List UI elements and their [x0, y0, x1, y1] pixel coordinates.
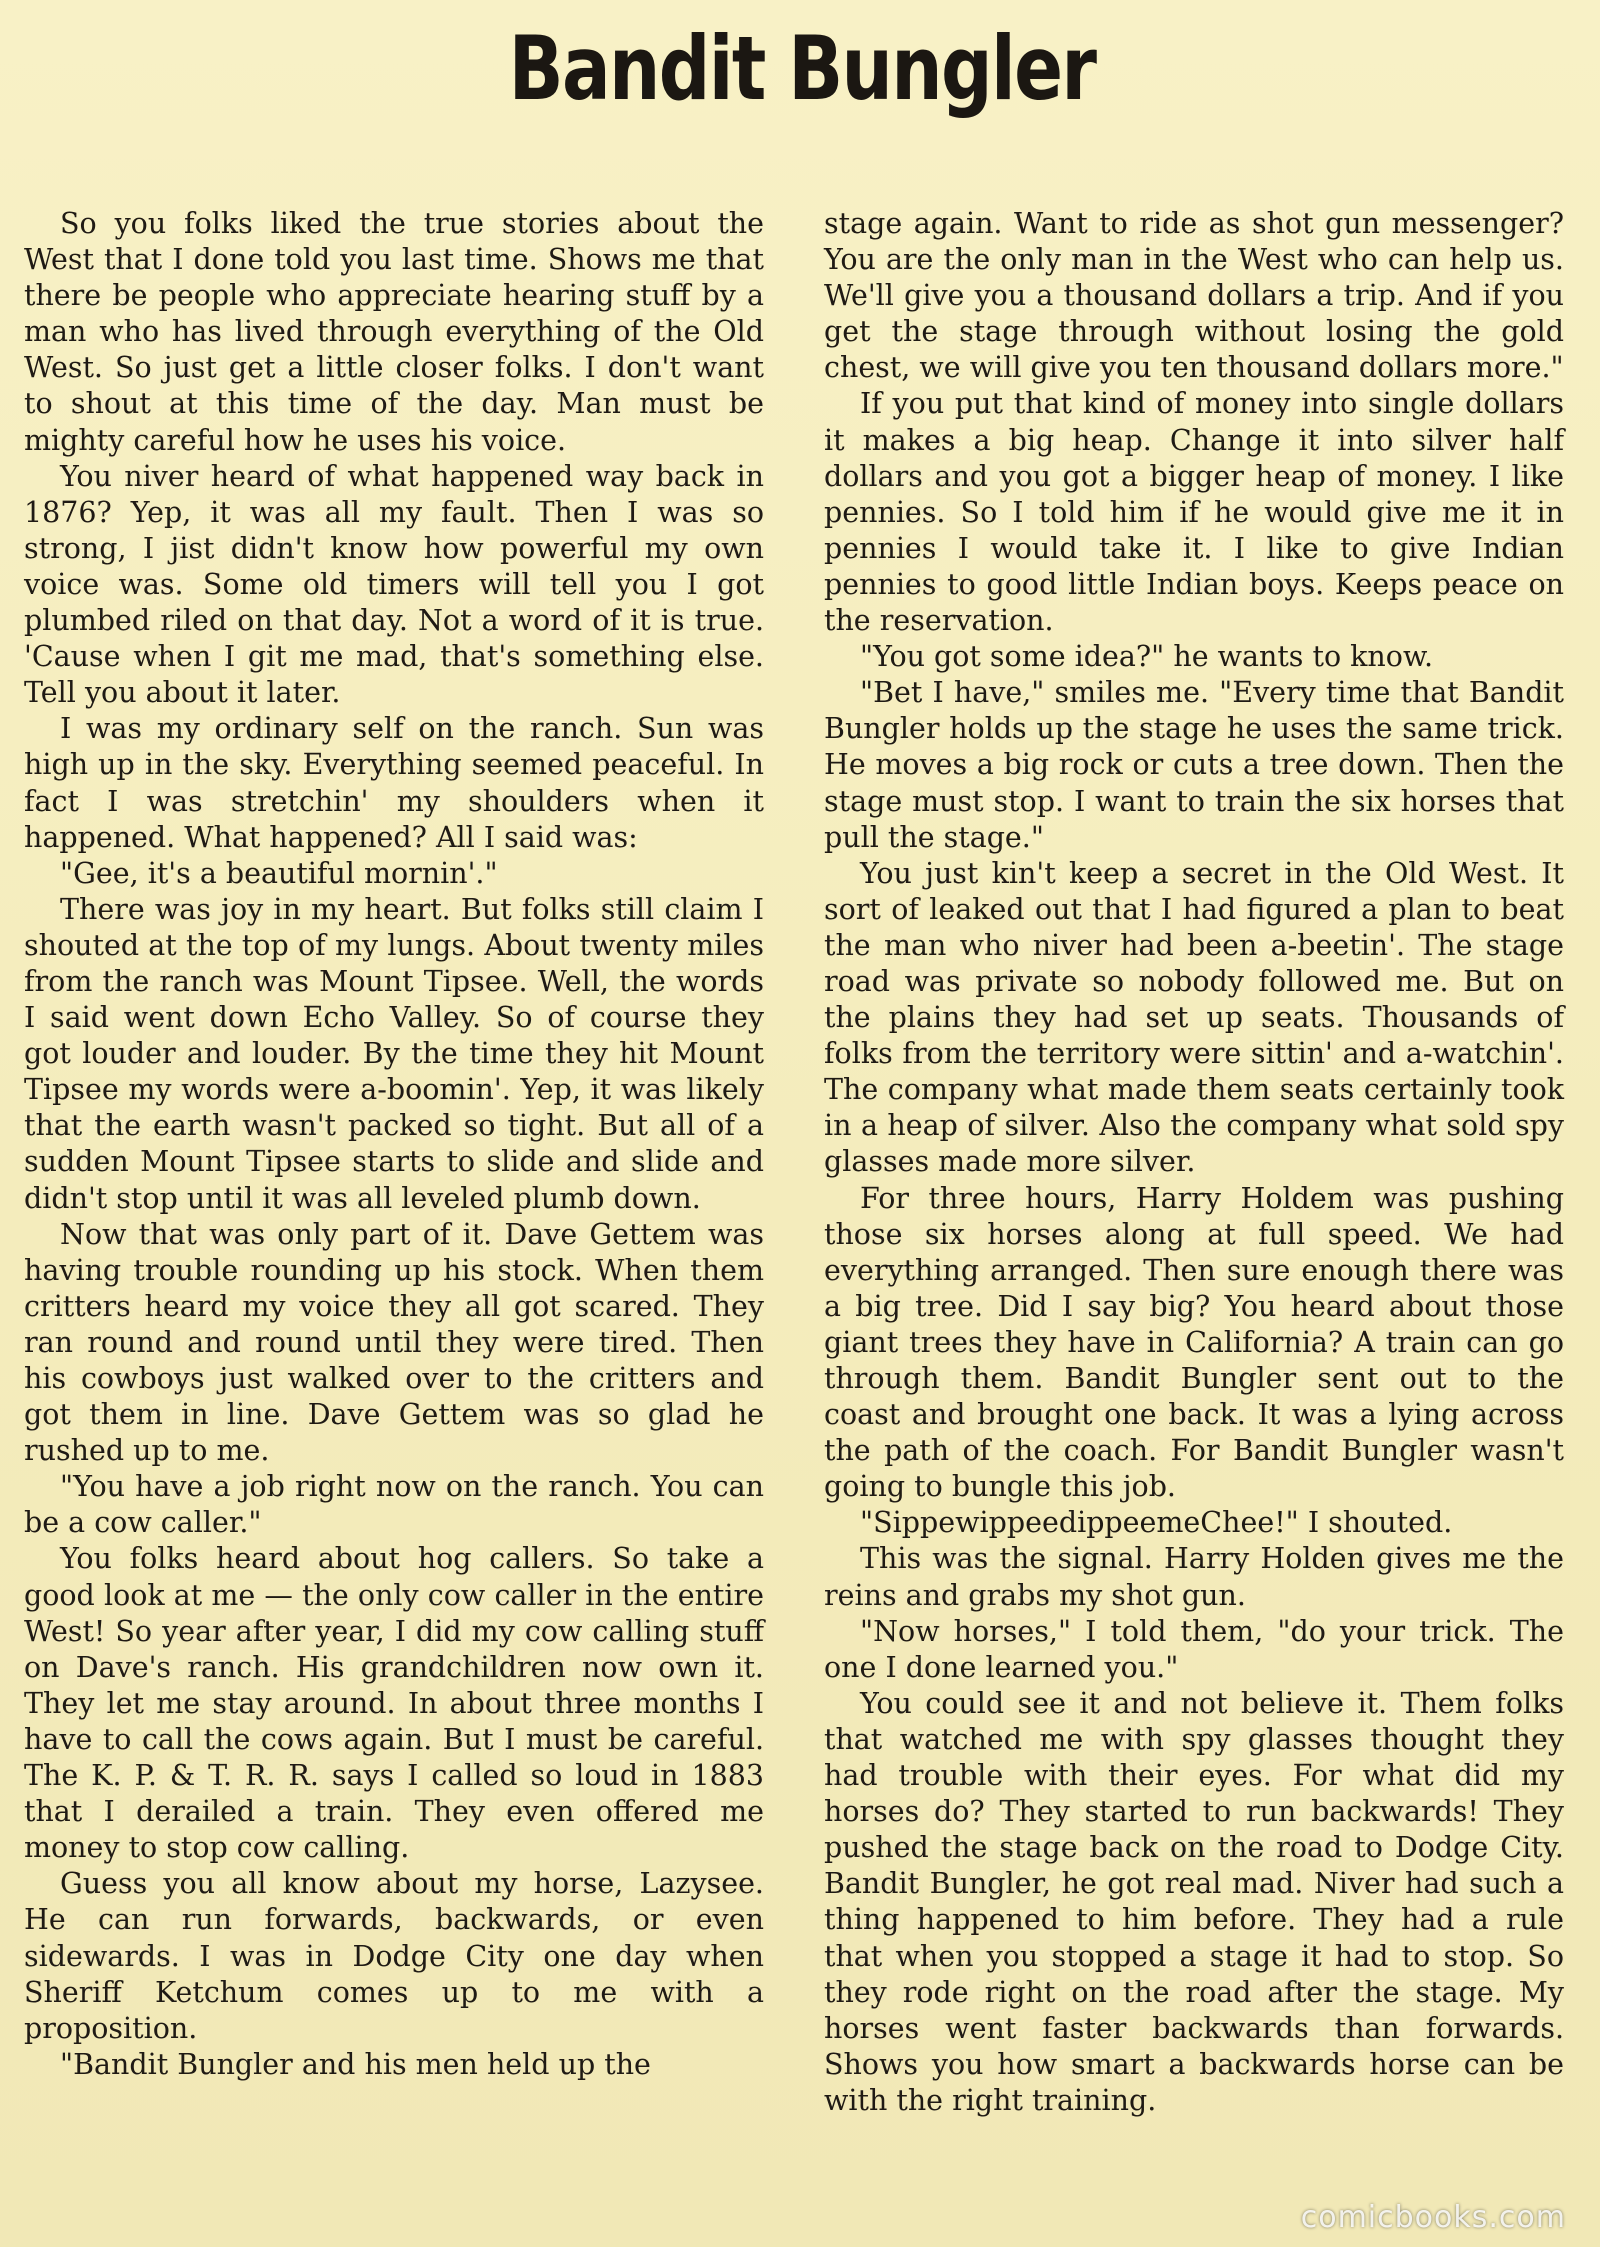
paragraph: "You have a job right now on the ranch. You can be a cow caller.": [24, 1470, 764, 1540]
paragraph: You niver heard of what happened way back in 1876? Yep, it was all my fault. Then I was so strong, I jist didn't know how powerful my own voice was. Some old timers will tell you I got plumbed riled on that day. Not a word of it is true. 'Cause when I git me mad, that's something else. Tell you about it later.: [24, 459, 764, 710]
paragraph: I was my ordinary self on the ranch. Sun was high up in the sky. Everything seemed peaceful. In fact I was stretchin' my shoulders when it happened. What happened? All I said was:: [24, 712, 764, 854]
paragraph: This was the signal. Harry Holden gives me the reins and grabs my shot gun.: [824, 1542, 1564, 1612]
site-watermark: comicbooks.com: [1300, 2200, 1566, 2235]
paragraph: "Now horses," I told them, "do your trick. The one I done learned you.": [824, 1614, 1564, 1684]
paragraph: There was joy in my heart. But folks still claim I shouted at the top of my lungs. About twenty miles from the ranch was Mount Tipsee. Well, the words I said went down Echo Valley. So of course they got louder and louder. By the time they hit Mount Tipsee my words were a-boomin'. Yep, it was likely that the earth wasn't packed so tight. But all of a sudden Mount Tipsee starts to slide and slide and didn't stop until it was all leveled plumb down.: [24, 892, 764, 1215]
paragraph: Guess you all know about my horse, Lazysee. He can run forwards, backwards, or even sidewards. I was in Dodge City one day when Sheriff Ketchum comes up to me with a proposition.: [24, 1867, 764, 2045]
paragraph: "You got some idea?" he wants to know.: [860, 640, 1434, 674]
paragraph: You could see it and not believe it. Them folks that watched me with spy glasses thought they had trouble with their eyes. For what did my horses do? They started to run backwards! They pushed the stage back on the road to Dodge City. Bandit Bungler, he got real mad. Niver had such a thing happened to him before. They had a rule that when you stopped a stage it had to stop. So they rode right on the road after the stage. My horses went faster backwards than forwards. Shows you how smart a backwards horse can be with the right training.: [824, 1686, 1564, 2117]
paragraph: "Bet I have," smiles me. "Every time that Bandit Bungler holds up the stage he uses the same trick. He moves a big rock or cuts a tree down. Then the stage must stop. I want to train the six horses that pull the stage.": [824, 676, 1564, 854]
paragraph: "Gee, it's a beautiful mornin'.": [60, 856, 498, 890]
text-columns: [24, 206, 1564, 2119]
paragraph: You just kin't keep a secret in the Old West. It sort of leaked out that I had figured a plan to beat the man who niver had been a-beetin'. The stage road was private so nobody followed me. But on the plains they had set up seats. Thousands of folks from the territory were sittin' and a-watchin'. The company what made them seats certainly took in a heap of silver. Also the company what sold spy glasses made more silver.: [824, 856, 1564, 1179]
right-column: [824, 206, 1564, 2119]
story-title: Bandit Bungler: [508, 17, 1096, 120]
paragraph: So you folks liked the true stories about the West that I done told you last time. Shows me that there be people who appreciate hearing stuff by a man who has lived through everything of the Old West. So just get a little closer folks. I don't want to shout at this time of the day. Man must be mighty careful how he uses his voice.: [24, 207, 764, 457]
paragraph: "SippewippeedippeemeChee!" I shouted.: [860, 1506, 1453, 1540]
paragraph: If you put that kind of money into single dollars it makes a big heap. Change it into silver half dollars and you got a bigger heap of money. I like pennies. So I told him if he would give me it in pennies I would take it. I like to give Indian pennies to good little Indian boys. Keeps peace on the reservation.: [824, 387, 1564, 638]
paragraph: Now that was only part of it. Dave Gettem was having trouble rounding up his stock. When them critters heard my voice they all got scared. They ran round and round until they were tired. Then his cowboys just walked over to the critters and got them in line. Dave Gettem was so glad he rushed up to me.: [24, 1217, 764, 1468]
left-column: [24, 206, 764, 2119]
paragraph: "Bandit Bungler and his men held up the: [60, 2047, 651, 2081]
paragraph: You folks heard about hog callers. So take a good look at me — the only cow caller in the entire West! So year after year, I did my cow calling stuff on Dave's ranch. His grandchildren now own it. They let me stay around. In about three months I have to call the cows again. But I must be careful. The K. P. & T. R. R. says I called so loud in 1883 that I derailed a train. They even offered me money to stop cow calling.: [24, 1542, 764, 1865]
paragraph-continued: stage again. Want to ride as shot gun messenger? You are the only man in the West who can help us. We'll give you a thousand dollars a trip. And if you get the stage through without losing the gold chest, we will give you ten thousand dollars more.": [824, 207, 1564, 385]
paragraph: For three hours, Harry Holdem was pushing those six horses along at full speed. We had everything arranged. Then sure enough there was a big tree. Did I say big? You heard about those giant trees they have in California? A train can go through them. Bandit Bungler sent out to the coast and brought one back. It was a lying across the path of the coach. For Bandit Bungler wasn't going to bungle this job.: [824, 1181, 1564, 1504]
